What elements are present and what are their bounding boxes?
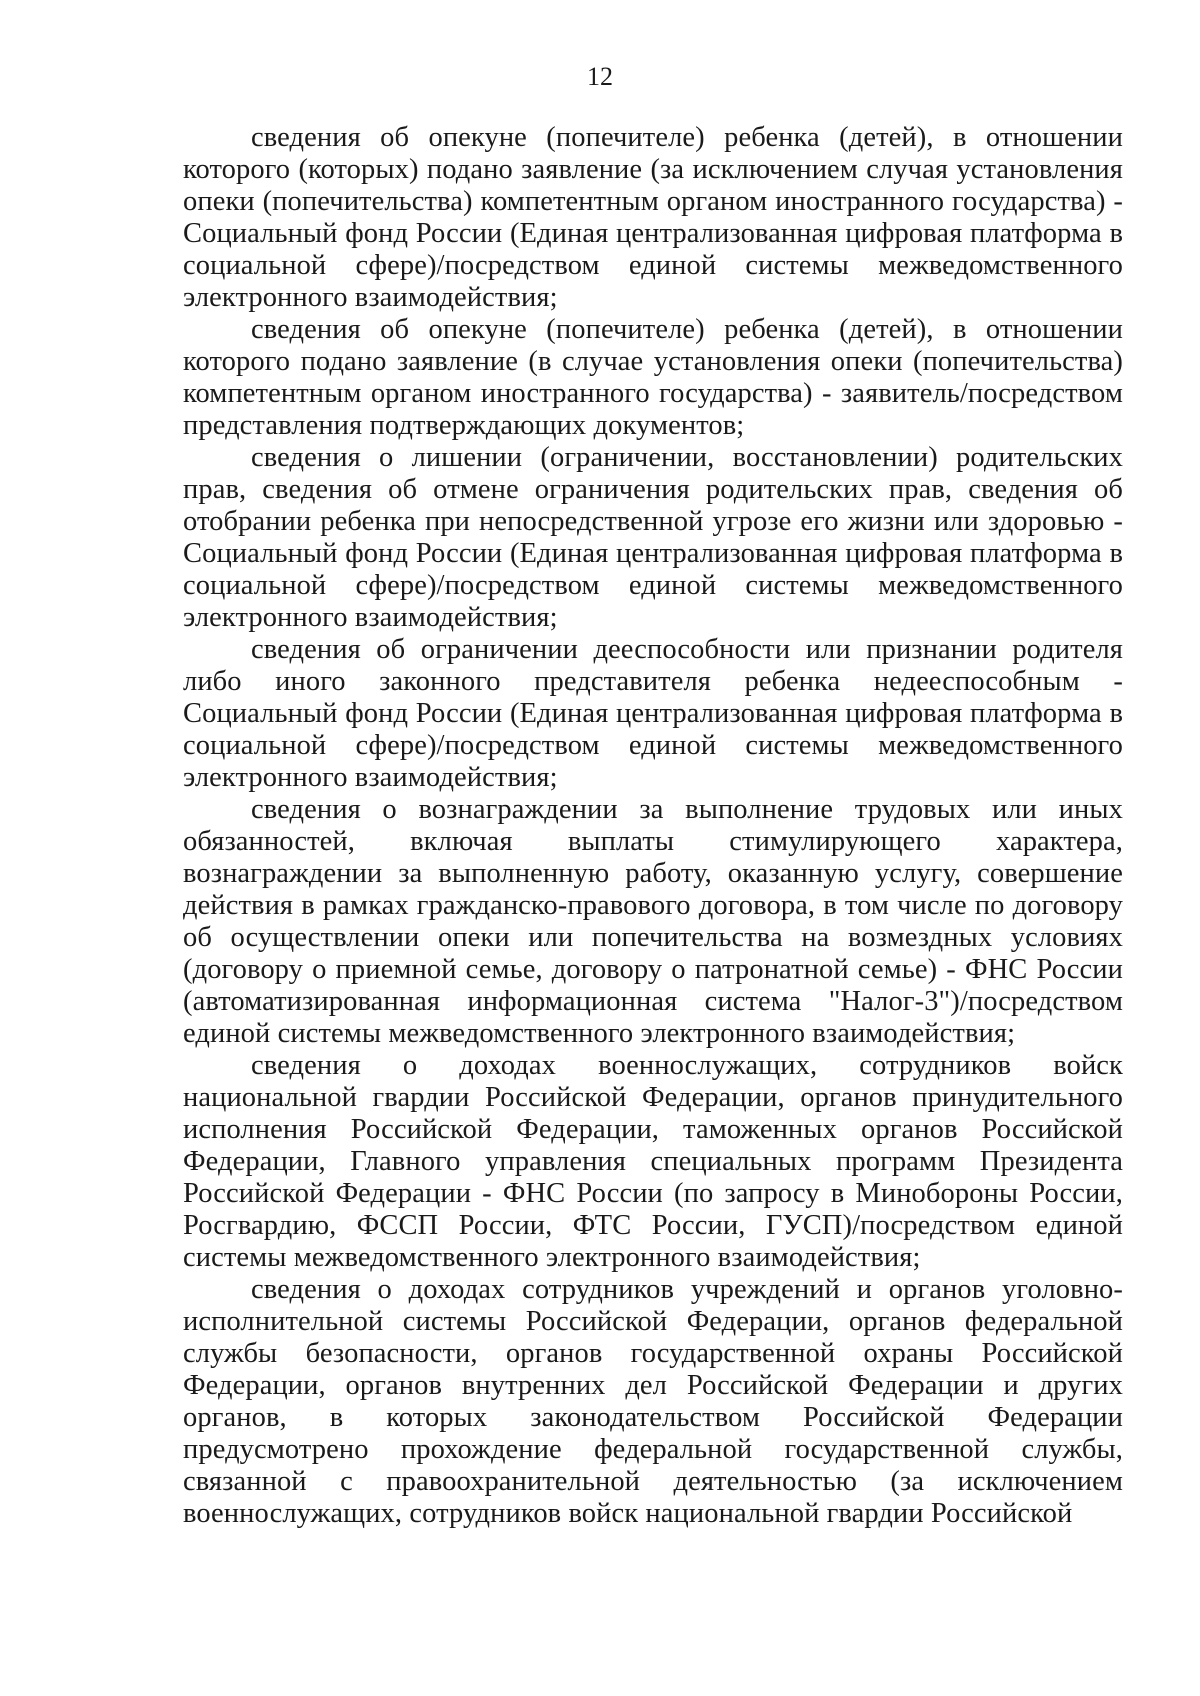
document-body: [183, 122, 1123, 1530]
paragraph-military-income: сведения о доходах военнослужащих, сотрудников войск национальной гвардии Российской Федерации, органов принудительного исполнения Российской Федерации, таможенных органов Российской Федерации, Главного управления специальных программ Президента Российской Федерации - ФНС России (по запросу в Минобороны России, Росгвардию, ФССП России, ФТС России, ГУСП)/посредством единой системы межведомственного электронного взаимодействия;: [183, 1050, 1123, 1273]
paragraph-guardian-foreign: сведения об опекуне (попечителе) ребенка (детей), в отношении которого подано заявление (в случае установления опеки (попечительства) компетентным органом иностранного государства) - заявитель/посредством представления подтверждающих документов;: [183, 314, 1123, 441]
paragraph-remuneration: сведения о вознаграждении за выполнение трудовых или иных обязанностей, включая выплаты стимулирующего характера, вознаграждении за выполненную работу, оказанную услугу, совершение действия в рамках гражданско-правового договора, в том числе по договору об осуществлении опеки или попечительства на возмездных условиях (договору о приемной семье, договору о патронатной семье) - ФНС России (автоматизированная информационная система "Налог-3")/посредством единой системы межведомственного электронного взаимодействия;: [183, 794, 1123, 1049]
paragraph-law-enforcement-income: сведения о доходах сотрудников учреждений и органов уголовно-исполнительной системы Российской Федерации, органов федеральной службы безопасности, органов государственной охраны Российской Федерации, органов внутренних дел Российской Федерации и других органов, в которых законодательством Российской Федерации предусмотрено прохождение федеральной государственной службы, связанной с правоохранительной деятельностью (за исключением военнослужащих, сотрудников войск национальной гвардии Российской: [183, 1274, 1123, 1529]
page-number: 12: [587, 62, 613, 91]
paragraph-guardian-info: сведения об опекуне (попечителе) ребенка (детей), в отношении которого (которых) подано заявление (за исключением случая установления опеки (попечительства) компетентным органом иностранного государства) - Социальный фонд России (Единая централизованная цифровая платформа в социальной сфере)/посредством единой системы межведомственного электронного взаимодействия;: [183, 122, 1123, 313]
paragraph-legal-capacity: сведения об ограничении дееспособности или признании родителя либо иного законного представителя ребенка недееспособным - Социальный фонд России (Единая централизованная цифровая платформа в социальной сфере)/посредством единой системы межведомственного электронного взаимодействия;: [183, 634, 1123, 793]
paragraph-parental-rights: сведения о лишении (ограничении, восстановлении) родительских прав, сведения об отмене ограничения родительских прав, сведения об отобрании ребенка при непосредственной угрозе его жизни или здоровью - Социальный фонд России (Единая централизованная цифровая платформа в социальной сфере)/посредством единой системы межведомственного электронного взаимодействия;: [183, 442, 1123, 633]
